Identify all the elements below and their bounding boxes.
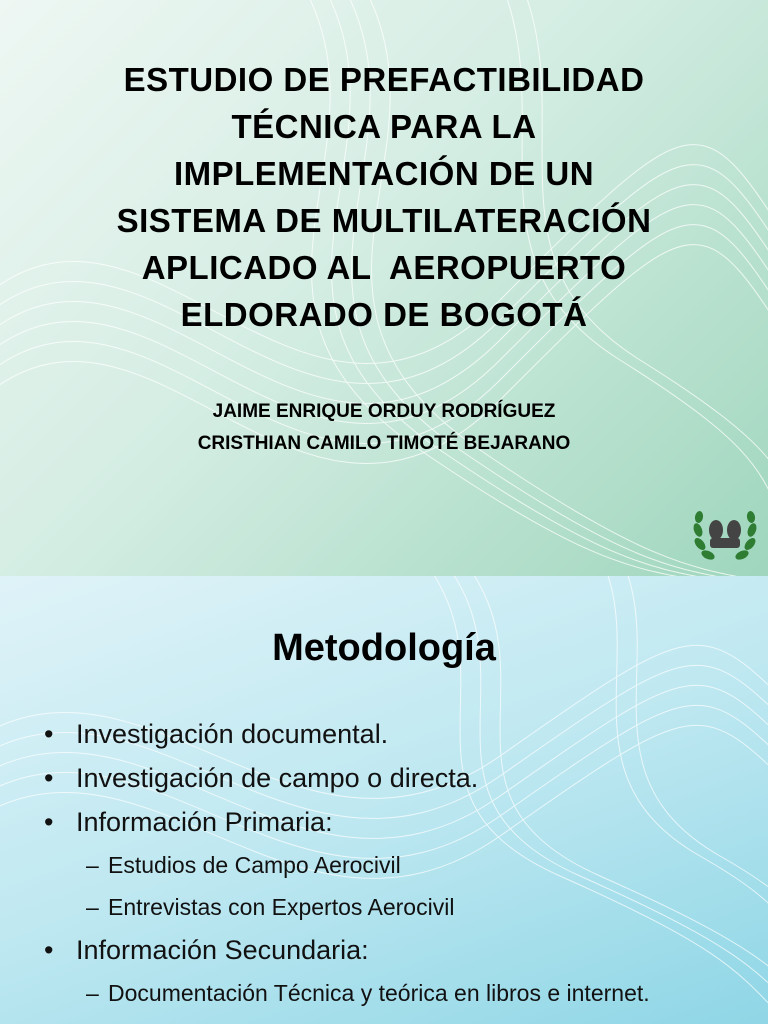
list-item [44,928,734,972]
list-item-text: Información Secundaria: [76,935,369,965]
sub-list-item [44,844,734,886]
author-name: JAIME ENRIQUE ORDUY RODRÍGUEZ [212,401,556,422]
title-line: TÉCNICA PARA LA [231,108,537,145]
bullet-marker: • [44,719,54,749]
list-item-text: Investigación documental. [76,719,389,749]
list-item-text: Estudios de Campo Aerocivil [108,852,401,878]
author-name: CRISTHIAN CAMILO TIMOTÉ BEJARANO [197,433,571,454]
dash-marker: – [86,852,99,878]
bullet-marker: • [44,763,54,793]
methodology-list [44,712,734,1014]
laurel-seal-icon [690,500,760,566]
title-line: APLICADO AL AEROPUERTO [141,249,627,286]
sub-list-item [44,886,734,928]
bullet-marker: • [44,935,54,965]
list-item [44,712,734,756]
list-item-text: Información Primaria: [76,807,333,837]
list-item-text: Investigación de campo o directa. [76,763,479,793]
dash-marker: – [86,980,99,1006]
title-line: ESTUDIO DE PREFACTIBILIDAD [123,61,645,98]
dash-marker: – [86,894,99,920]
presentation-title [40,56,728,338]
sub-list-item [44,972,734,1014]
title-line: ELDORADO DE BOGOTÁ [180,296,588,333]
title-line: SISTEMA DE MULTILATERACIÓN [116,202,652,239]
list-item-text: Entrevistas con Expertos Aerocivil [108,894,455,920]
list-item [44,800,734,844]
list-item [44,756,734,800]
bullet-marker: • [44,807,54,837]
list-item-text: Documentación Técnica y teórica en libros e internet. [108,980,650,1006]
slide-title: Metodología [272,627,496,669]
authors-block [40,396,728,460]
title-line: IMPLEMENTACIÓN DE UN [173,155,595,192]
